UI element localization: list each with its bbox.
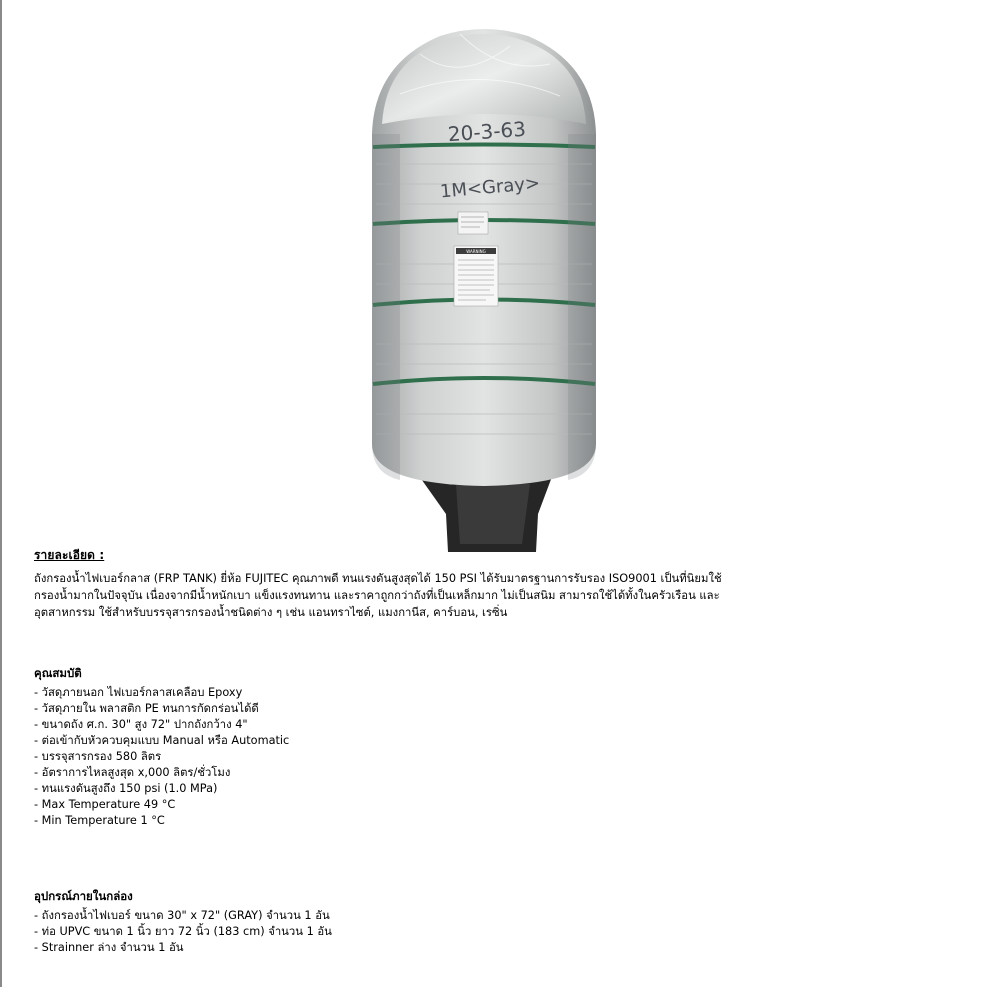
product-photo — [360, 14, 608, 552]
list-item: - ขนาดถัง ศ.ก. 30" สูง 72" ปากถังกว้าง 4" — [34, 718, 248, 731]
list-item: - Strainner ล่าง จำนวน 1 อัน — [34, 941, 184, 954]
warning-label-heading: WARNING — [466, 249, 486, 254]
in-box-section — [34, 888, 332, 956]
list-item: - Min Temperature 1 °C — [34, 814, 165, 827]
list-item: - วัสดุภายนอก ไฟเบอร์กลาสเคลือบ Epoxy — [34, 686, 243, 699]
properties-section — [34, 665, 289, 829]
list-item: - อัตราการไหลสูงสุด x,000 ลิตร/ชั่วโมง — [34, 766, 231, 779]
list-item: - ถังกรองน้ำไฟเบอร์ ขนาด 30" x 72" (GRAY) จำนวน 1 อัน — [34, 909, 330, 922]
product-label — [458, 212, 488, 234]
description-line: กรองน้ำมากในปัจจุบัน เนื่องจากมีน้ำหนักเบา แข็งแรงทนทาน และราคาถูกกว่าถังที่เป็นเหล็กมาก ไม่เป็นสนิม สามารถใช้ได้ทั้งในครัวเรือน และ — [34, 589, 720, 602]
list-item: - ท่อ UPVC ขนาด 1 นิ้ว ยาว 72 นิ้ว (183 cm) จำนวน 1 อัน — [34, 925, 332, 938]
warning-label — [454, 246, 498, 306]
in-box-heading: อุปกรณ์ภายในกล่อง — [34, 889, 133, 903]
page-left-border — [0, 0, 2, 987]
properties-heading: คุณสมบัติ — [34, 666, 82, 680]
description-line: อุตสาหกรรม ใช้สำหรับบรรจุสารกรองน้ำชนิดต่าง ๆ เช่น แอนทราไซต์, แมงกานีส, คาร์บอน, เรซิ่น — [34, 606, 508, 619]
description-line: ถังกรองน้ำไฟเบอร์กลาส (FRP TANK) ยี่ห้อ FUJITEC คุณภาพดี ทนแรงดันสูงสุดได้ 150 PSI ได้รับมาตรฐานการรับรอง ISO9001 เป็นที่นิยมใช้ — [34, 572, 722, 585]
list-item: - Max Temperature 49 °C — [34, 798, 176, 811]
list-item: - ต่อเข้ากับหัวควบคุมแบบ Manual หรือ Automatic — [34, 734, 290, 747]
list-item: - วัสดุภายใน พลาสติก PE ทนการกัดกร่อนได้ดี — [34, 702, 259, 715]
handwritten-date: 20-3-63 — [447, 116, 527, 147]
handwritten-label: 1M<Gray> — [439, 172, 541, 203]
list-item: - ทนแรงดันสูงถึง 150 psi (1.0 MPa) — [34, 782, 218, 795]
details-description — [34, 570, 964, 621]
details-heading: รายละเอียด : — [34, 548, 105, 562]
list-item: - บรรจุสารกรอง 580 ลิตร — [34, 750, 162, 763]
